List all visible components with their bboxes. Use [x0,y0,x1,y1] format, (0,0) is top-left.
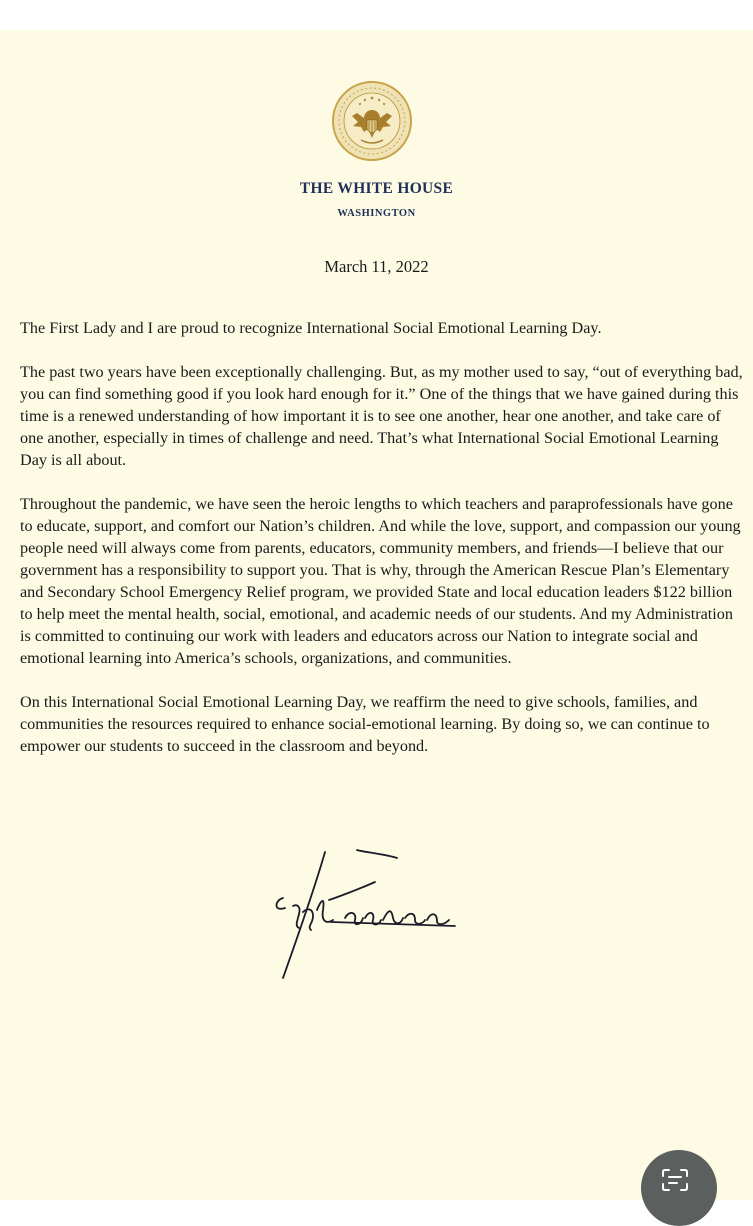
paragraph-3: Throughout the pandemic, we have seen the heroic lengths to which teachers and paraprofessionals have gone to educate, support, and comfort our Nation’s children. And while the love, support, and compassion our young people need will always come from parents, educators, community members, and friends—I believe that our government has a responsibility to support you. That is why, through the American Rescue Plan’s Elementary and Secondary School Emergency Relief program, we provided State and local education leaders $122 billion to help meet the mental health, social, emotional, and academic needs of our students. And my Administration is committed to continuing our work with leaders and educators across our Nation to integrate social and emotional learning into America’s schools, organizations, and communities. [20,495,741,667]
presidential-seal-icon [331,80,413,162]
signature-icon [245,840,475,990]
scan-text-button[interactable] [641,1150,717,1226]
letterhead-subtitle: WASHINGTON [337,208,416,219]
letter-date: March 11, 2022 [324,257,429,276]
scan-text-icon [661,1168,689,1192]
paragraph-4: On this International Social Emotional Learning Day, we reaffirm the need to give schools, families, and communities the resources required to enhance social-emotional learning. By doing so, we can continue to empower our students to succeed in the classroom and beyond. [20,693,710,755]
paragraph-1: The First Lady and I are proud to recognize International Social Emotional Learning Day. [20,319,602,337]
letterhead-title: THE WHITE HOUSE [299,180,454,197]
letter-body [20,317,745,779]
paragraph-2: The past two years have been exceptionally challenging. But, as my mother used to say, “out of everything bad, you can find something good if you look hard enough for it.” One of the things that we have gained during this time is a renewed understanding of how important it is to see one another, hear one another, and take care of one another, especially in times of challenge and need. That’s what International Social Emotional Learning Day is all about. [20,363,743,469]
